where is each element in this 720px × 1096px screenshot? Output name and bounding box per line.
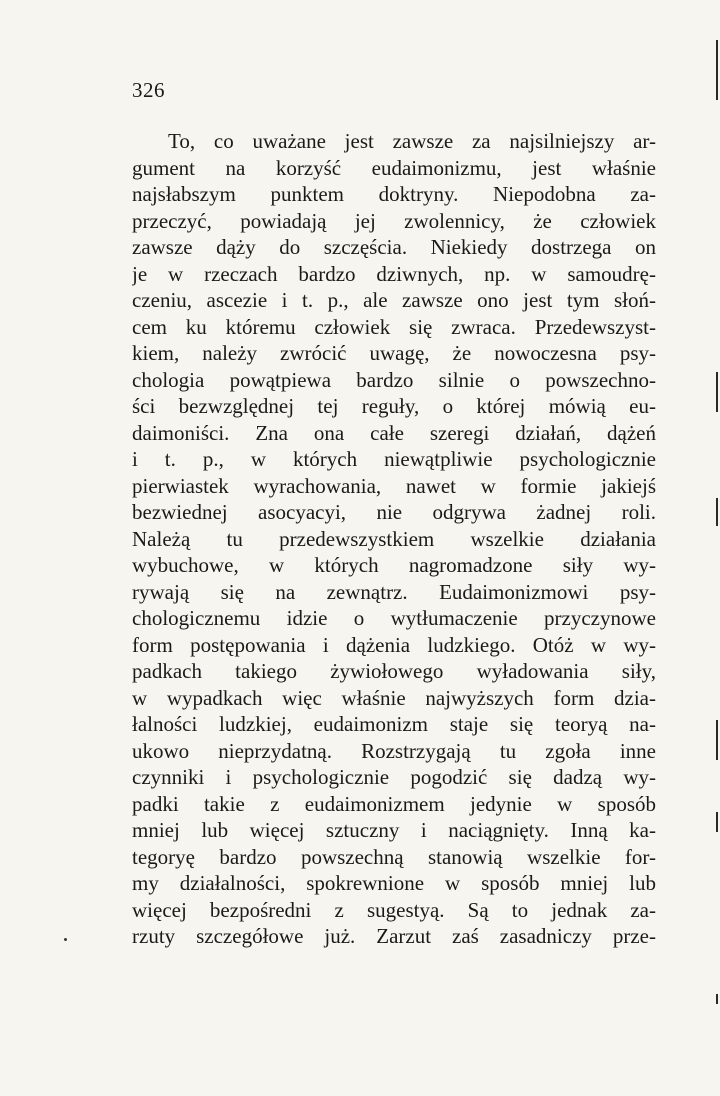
scan-edge-mark [716,40,718,100]
text-line: łalności ludzkiej, eudaimonizm staje się teoryą na- [132,712,656,736]
text-line: i t. p., w których niewątpliwie psychologicznie [132,447,656,471]
scan-edge-mark [716,994,718,1004]
scan-edge-mark [716,498,718,526]
text-line: chologia powątpiewa bardzo silnie o powszechno- [132,367,656,392]
text-line: w wypadkach więc właśnie najwyższych form dzia- [132,685,656,710]
text-line: ści bezwzględnej tej reguły, o której mówią eu- [132,394,656,418]
text-line: rywają się na zewnątrz. Eudaimonizmowi psy- [132,579,656,604]
text-line: je w rzeczach bardzo dziwnych, np. w samoudrę- [132,261,656,286]
text-line: kiem, należy zwrócić uwagę, że nowoczesna psy- [132,341,656,365]
text-line: czynniki i psychologicznie pogodzić się dadzą wy- [132,765,656,789]
text-line: przeczyć, powiadają jej zwolennicy, że człowiek [132,208,656,233]
text-line: padki takie z eudaimonizmem jedynie w sposób [132,791,656,816]
text-line: najsłabszym punktem doktryny. Niepodobna za- [132,182,656,206]
text-line: czeniu, ascezie i t. p., ale zawsze ono jest tym słoń- [132,288,656,312]
text-line: mniej lub więcej sztuczny i naciągnięty. Inną ka- [132,818,656,842]
body-text [132,128,656,950]
text-line: zawsze dąży do szczęścia. Niekiedy dostrzega on [132,235,656,259]
text-line: padkach takiego żywiołowego wyładowania siły, [132,659,656,683]
scan-dot [64,938,67,941]
text-line: form postępowania i dążenia ludzkiego. Otóż w wy- [132,632,656,657]
text-line: ukowo nieprzydatną. Rozstrzygają tu zgoła inne [132,738,656,763]
text-line: tegoryę bardzo powszechną stanowią wszelkie for- [132,844,656,869]
text-line: Należą tu przedewszystkiem wszelkie działania [132,526,656,551]
text-line: pierwiastek wyrachowania, nawet w formie jakiejś [132,473,656,498]
scan-edge-mark [716,720,718,760]
text-line: wybuchowe, w których nagromadzone siły wy- [132,553,656,577]
text-line: więcej bezpośredni z sugestyą. Są to jednak za- [132,897,656,922]
text-line: gument na korzyść eudaimonizmu, jest właśnie [132,155,656,180]
text-line: my działalności, spokrewnione w sposób mniej lub [132,871,656,895]
text-line: cem ku któremu człowiek się zwraca. Przedewszyst- [132,314,656,339]
text-line: bezwiednej asocyacyi, nie odgrywa żadnej roli. [132,500,656,524]
page-number: 326 [132,78,165,102]
scan-edge-mark [716,372,718,412]
scan-edge-mark [716,812,718,832]
text-line: rzuty szczegółowe już. Zarzut zaś zasadniczy prze- [132,924,656,948]
text-line: To, co uważane jest zawsze za najsilniejszy ar- [168,129,656,153]
text-line: daimoniści. Zna ona całe szeregi działań, dążeń [132,420,656,445]
text-line: chologicznemu idzie o wytłumaczenie przyczynowe [132,606,656,630]
